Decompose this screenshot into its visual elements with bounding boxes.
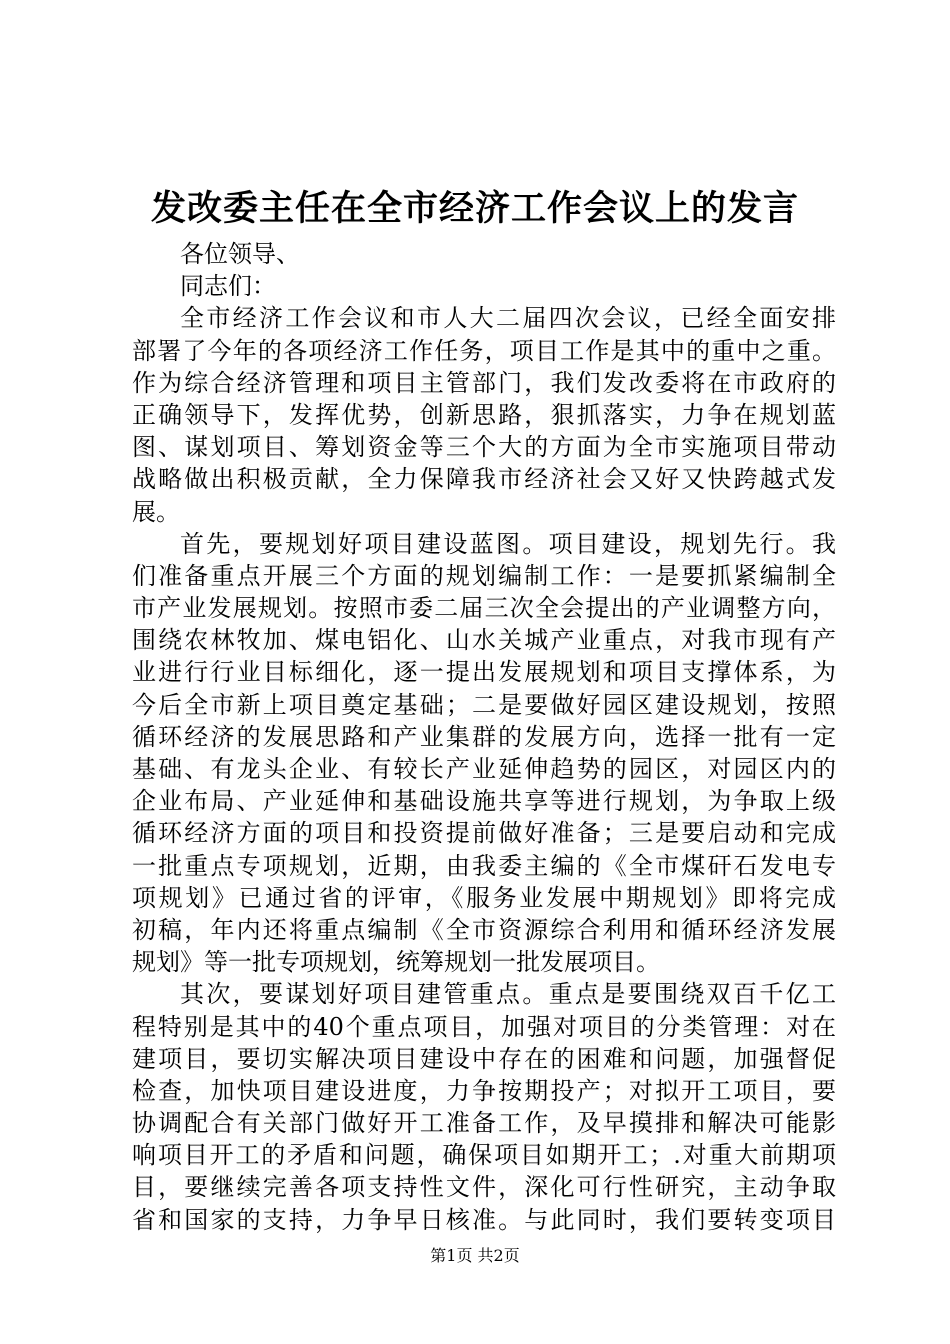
text-line: 规划》等一批专项规划，统筹规划一批发展项目。	[132, 948, 660, 977]
text-line: 初稿，年内还将重点编制《全市资源综合利用和循环经济发展	[132, 915, 836, 944]
text-line: 们准备重点开展三个方面的规划编制工作：一是要抓紧编制全	[132, 561, 836, 590]
text-line: 展。	[132, 497, 180, 526]
text-line: 省和国家的支持，力争早日核准。与此同时，我们要转变项目	[132, 1205, 836, 1234]
document-body	[132, 238, 836, 1236]
document-title: 发改委主任在全市经济工作会议上的发言	[150, 188, 799, 229]
text-line: 业进行行业目标细化，逐一提出发展规划和项目支撑体系，为	[132, 658, 836, 687]
text-line: 其次，要谋划好项目建管重点。重点是要围绕双百千亿工	[180, 980, 836, 1009]
text-line: 围绕农林牧加、煤电铝化、山水关城产业重点，对我市现有产	[132, 626, 836, 655]
text-line: 循环经济的发展思路和产业集群的发展方向，选择一批有一定	[132, 722, 836, 751]
text-line: 一批重点专项规划，近期，由我委主编的《全市煤矸石发电专	[132, 851, 836, 880]
text-line: 目，要继续完善各项支持性文件，深化可行性研究，主动争取	[132, 1173, 836, 1202]
page-footer: 第1页 共2页	[430, 1246, 520, 1265]
text-line: 市产业发展规划。按照市委二届三次全会提出的产业调整方向，	[132, 594, 836, 623]
text-line: 检查，加快项目建设进度，力争按期投产；对拟开工项目，要	[132, 1076, 836, 1105]
text-line: 战略做出积极贡献，全力保障我市经济社会又好又快跨越式发	[132, 465, 836, 494]
text-line: 正确领导下，发挥优势，创新思路，狠抓落实，力争在规划蓝	[132, 400, 836, 429]
text-line: 企业布局、产业延伸和基础设施共享等进行规划，为争取上级	[132, 787, 836, 816]
text-line: 循环经济方面的项目和投资提前做好准备；三是要启动和完成	[132, 819, 836, 848]
text-line: 建项目，要切实解决项目建设中存在的困难和问题，加强督促	[132, 1044, 836, 1073]
text-line: 全市经济工作会议和市人大二届四次会议，已经全面安排	[180, 304, 836, 333]
text-line: 协调配合有关部门做好开工准备工作，及早摸排和解决可能影	[132, 1109, 836, 1138]
text-line: 作为综合经济管理和项目主管部门，我们发改委将在市政府的	[132, 368, 836, 397]
text-line: 今后全市新上项目奠定基础；二是要做好园区建设规划，按照	[132, 690, 836, 719]
text-line: 同志们：	[180, 272, 276, 301]
text-line: 部署了今年的各项经济工作任务，项目工作是其中的重中之重。	[132, 336, 836, 365]
text-line: 图、谋划项目、筹划资金等三个大的方面为全市实施项目带动	[132, 433, 836, 462]
text-line: 响项目开工的矛盾和问题，确保项目如期开工；.对重大前期项	[132, 1141, 836, 1170]
text-line: 各位领导、	[180, 240, 300, 268]
text-line: 项规划》已通过省的评审，《服务业发展中期规划》即将完成	[132, 883, 836, 912]
text-line: 首先，要规划好项目建设蓝图。项目建设，规划先行。我	[180, 529, 836, 558]
text-line: 基础、有龙头企业、有较长产业延伸趋势的园区，对园区内的	[132, 755, 836, 783]
text-line: 程特别是其中的40个重点项目，加强对项目的分类管理：对在	[132, 1012, 836, 1041]
